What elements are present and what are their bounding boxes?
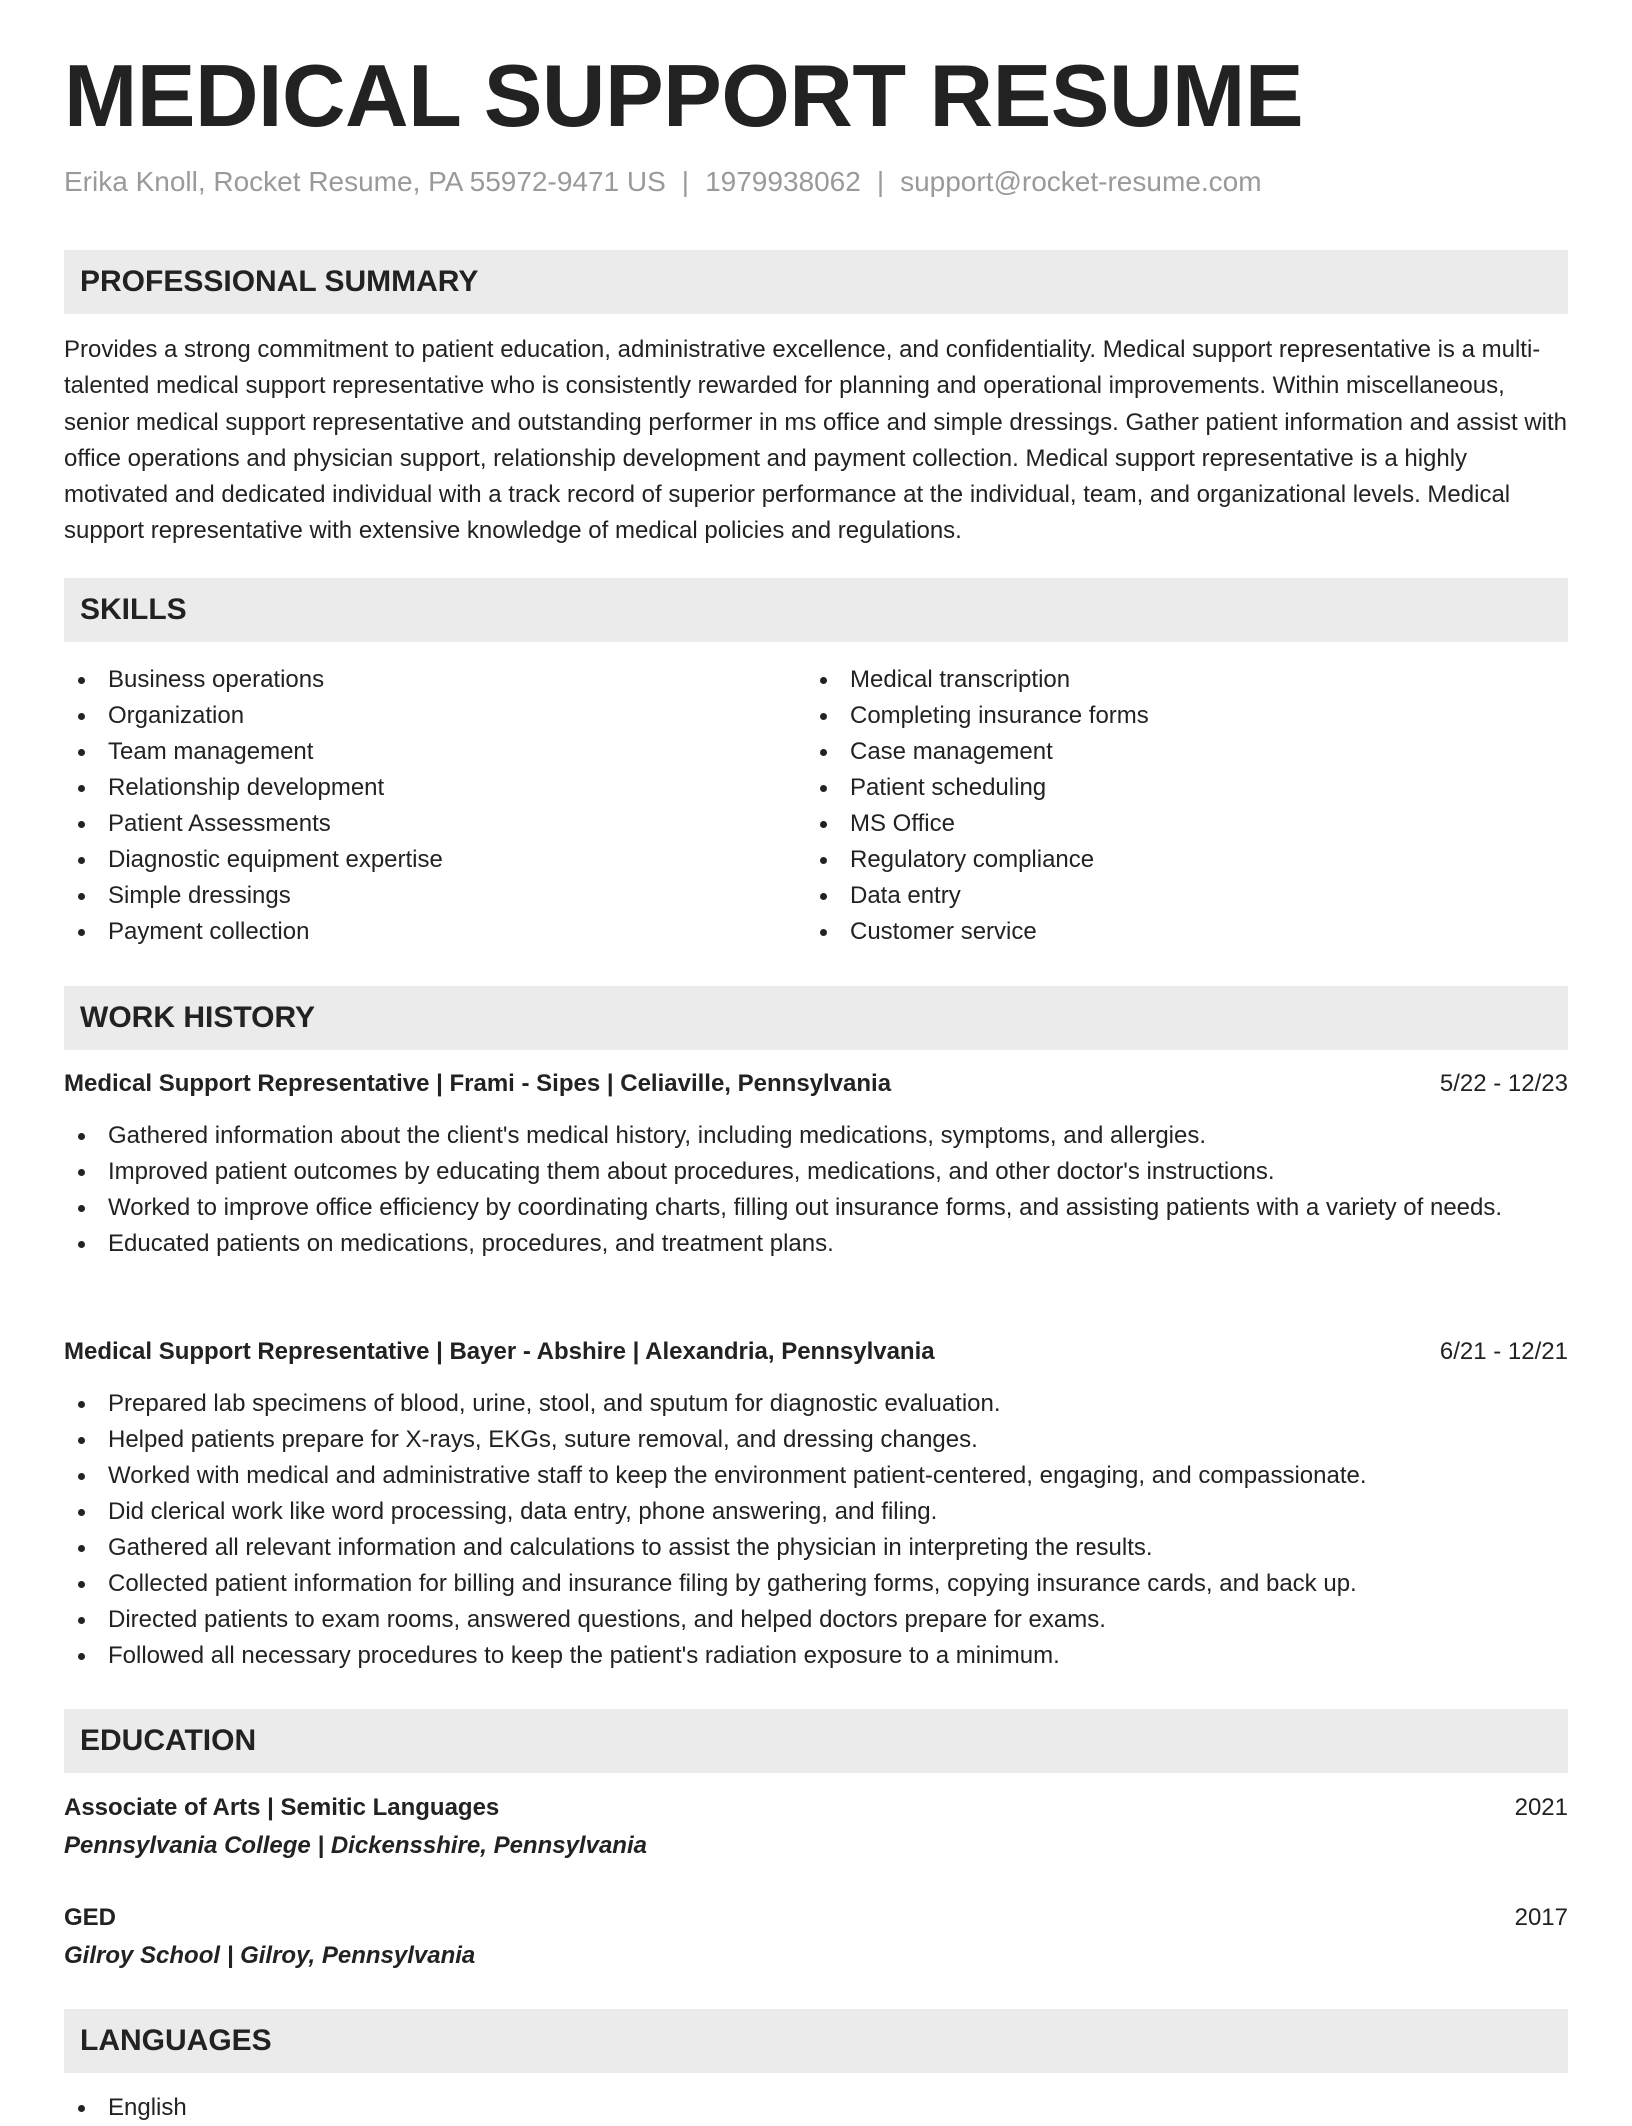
skills-list-right (806, 662, 1546, 950)
job-bullet: Educated patients on medications, procedures, and treatment plans. (64, 1226, 1568, 1262)
job-bullet: Collected patient information for billing and insurance filing by gathering forms, copying insurance cards, and back up. (64, 1566, 1568, 1602)
skill-item: Completing insurance forms (806, 698, 1546, 734)
contact-separator: | (876, 166, 885, 197)
education-school: Gilroy School | Gilroy, Pennsylvania (64, 1942, 476, 1969)
skill-item: Case management (806, 734, 1546, 770)
skill-item: Data entry (806, 878, 1546, 914)
job-bullet: Helped patients prepare for X-rays, EKGs, suture removal, and dressing changes. (64, 1422, 1568, 1458)
skill-item: Diagnostic equipment expertise (64, 842, 804, 878)
section-heading-education: EDUCATION (64, 1709, 1568, 1773)
job-bullet: Followed all necessary procedures to keep the patient's radiation exposure to a minimum. (64, 1638, 1568, 1674)
education-degree: Associate of Arts | Semitic Languages (64, 1794, 500, 1821)
job-bullet: Improved patient outcomes by educating them about procedures, medications, and other doctor's instructions. (64, 1154, 1568, 1190)
skill-item: Patient scheduling (806, 770, 1546, 806)
skill-item: Payment collection (64, 914, 804, 950)
skill-item: Relationship development (64, 770, 804, 806)
education-school: Pennsylvania College | Dickensshire, Pennsylvania (64, 1832, 647, 1859)
job-title: Medical Support Representative | Frami - Sipes | Celiaville, Pennsylvania (64, 1070, 892, 1097)
language-item: English (64, 2090, 1568, 2126)
education-entry-header (64, 1900, 1568, 1936)
contact-phone: 1979938062 (705, 166, 861, 197)
job-bullets (64, 1118, 1568, 1262)
job-header (64, 1066, 1568, 1102)
summary-text: Provides a strong commitment to patient education, administrative excellence, and confidentiality. Medical support representative is a multi-talented medical support representative who is consistently rewarded for planning and operational improvements. Within miscellaneous, senior medical support representative and outstanding performer in ms office and simple dressings. Gather patient information and assist with office operations and physician support, relationship development and payment collection. Medical support representative is a highly motivated and dedicated individual with a track record of superior performance at the individual, team, and organizational levels. Medical support representative with extensive knowledge of medical policies and regulations. (64, 336, 1567, 545)
job-dates: 6/21 - 12/21 (1439, 1338, 1568, 1365)
section-heading-languages: LANGUAGES (64, 2009, 1568, 2073)
job-bullet: Worked to improve office efficiency by coordinating charts, filling out insurance forms, and assisting patients with a variety of needs. (64, 1190, 1568, 1226)
job-header (64, 1334, 1568, 1370)
job-bullet: Did clerical work like word processing, data entry, phone answering, and filing. (64, 1494, 1568, 1530)
skills-list-left (64, 662, 804, 950)
job-bullets (64, 1386, 1568, 1674)
education-year: 2021 (1514, 1794, 1568, 1821)
skill-item: Patient Assessments (64, 806, 804, 842)
job-bullet: Gathered all relevant information and calculations to assist the physician in interpreting the results. (64, 1530, 1568, 1566)
job-bullet: Prepared lab specimens of blood, urine, stool, and sputum for diagnostic evaluation. (64, 1386, 1568, 1422)
skill-item: Medical transcription (806, 662, 1546, 698)
education-degree: GED (64, 1904, 117, 1931)
contact-address: Erika Knoll, Rocket Resume, PA 55972-9471 US (64, 166, 666, 197)
job-bullet: Gathered information about the client's medical history, including medications, symptoms, and allergies. (64, 1118, 1568, 1154)
job-bullet: Directed patients to exam rooms, answered questions, and helped doctors prepare for exams. (64, 1602, 1568, 1638)
contact-email: support@rocket-resume.com (900, 166, 1262, 197)
job-title: Medical Support Representative | Bayer - Abshire | Alexandria, Pennsylvania (64, 1338, 935, 1365)
job-dates: 5/22 - 12/23 (1439, 1070, 1568, 1097)
skill-item: Business operations (64, 662, 804, 698)
skill-item: Customer service (806, 914, 1546, 950)
resume-title: MEDICAL SUPPORT RESUME (64, 46, 1304, 145)
section-heading-summary: PROFESSIONAL SUMMARY (64, 250, 1568, 314)
section-heading-skills: SKILLS (64, 578, 1568, 642)
contact-separator: | (681, 166, 690, 197)
education-year: 2017 (1514, 1904, 1568, 1931)
skill-item: Organization (64, 698, 804, 734)
education-entry-header (64, 1790, 1568, 1826)
contact-line (64, 166, 1262, 198)
skill-item: Team management (64, 734, 804, 770)
job-bullet: Worked with medical and administrative staff to keep the environment patient-centered, engaging, and compassionate. (64, 1458, 1568, 1494)
skill-item: Regulatory compliance (806, 842, 1546, 878)
section-heading-work: WORK HISTORY (64, 986, 1568, 1050)
languages-list (64, 2090, 1568, 2126)
skill-item: Simple dressings (64, 878, 804, 914)
skill-item: MS Office (806, 806, 1546, 842)
